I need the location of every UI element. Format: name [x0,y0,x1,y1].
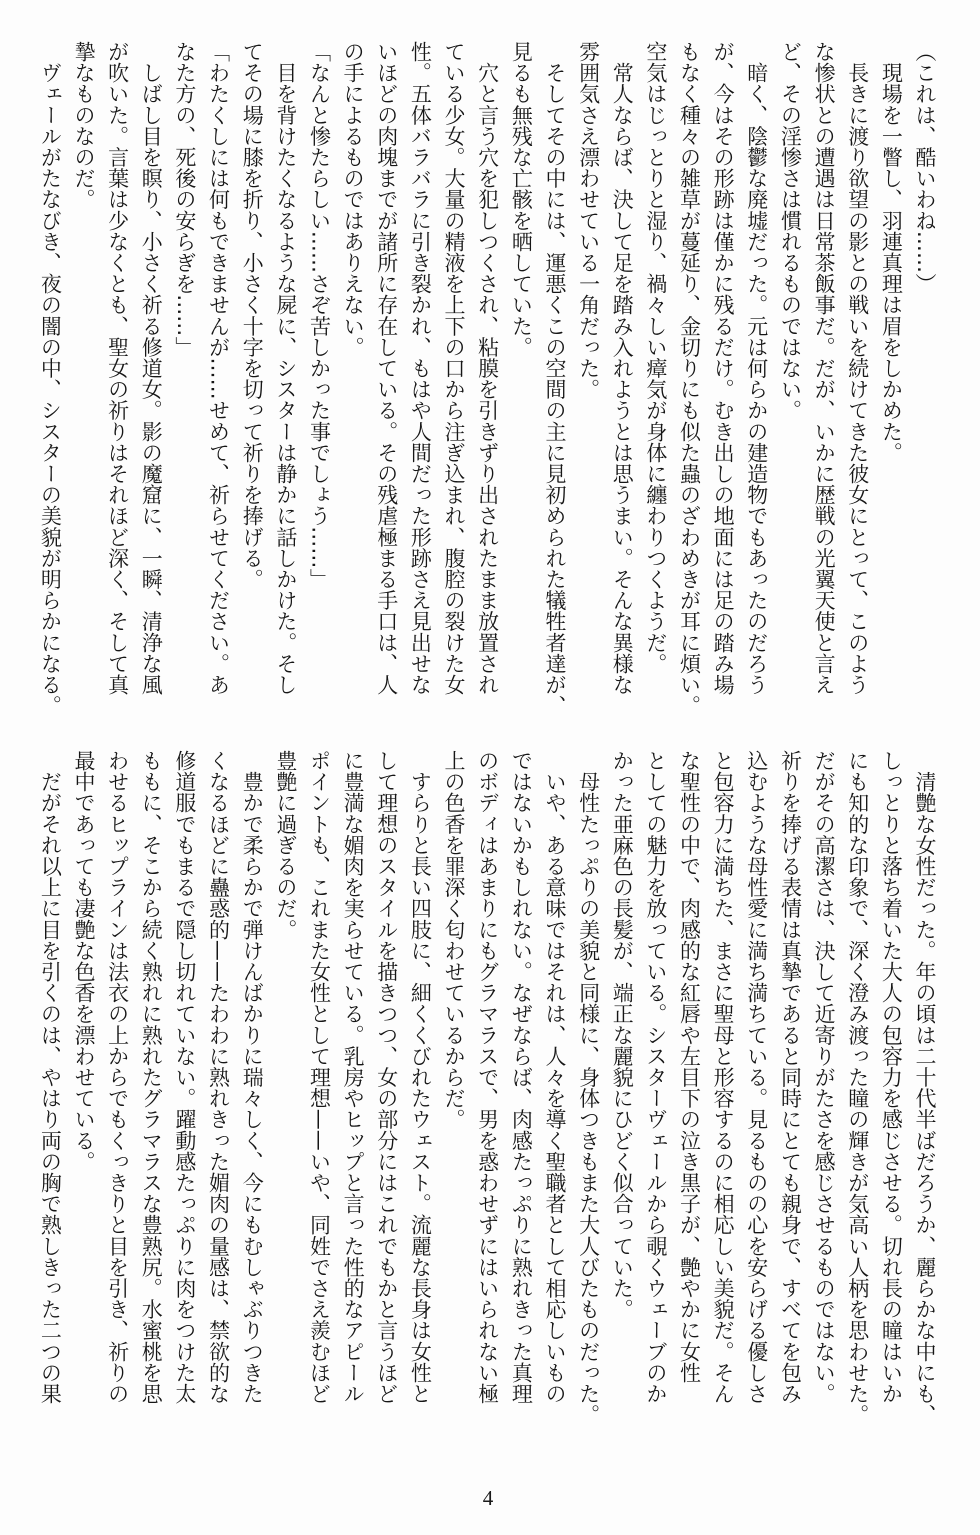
text-column: と包容力に満ちた、まさに聖母と形容するのに相応しい美貌だ。そん [711,750,736,1405]
text-column: 暗く、陰鬱な廃墟だった。元は何らかの建造物でもあったのだろう [744,41,769,696]
text-column: 清艶な女性だった。年の頃は二十代半ばだろうか、麗らかな中にも、 [913,750,937,1426]
text-column: 母性たっぷりの美貌と同様に、身体つきもまた大人びたものだった。 [576,750,601,1426]
text-column: 雰囲気さえ漂わせている一角だった。 [576,41,601,400]
text-column: のボディはあまりにもグラマラスで、男を惑わせずにはいられない極 [475,750,500,1405]
text-column: しっとりと落ち着いた大人の包容力を感じさせる。切れ長の瞳はいか [879,750,904,1405]
text-column: して理想のスタイルを描きつつ、女の部分にはこれでもかと言うほど [374,750,399,1405]
text-column: わせるヒップラインは法衣の上からでもくっきりと目を引き、祈りの [105,750,130,1405]
text-column: 常人ならば、決して足を踏み入れようとは思うまい。そんな異様な [610,41,635,696]
text-column: 祈りを捧げる表情は真摯であると同時にとても親身で、すべてを包み [778,750,803,1405]
text-column: そしてその中には、運悪くこの空間の主に見初められた犠牲者達が、 [542,41,567,717]
text-block-bottom [32,750,941,1426]
text-column: が、今はその形跡は僅かに残るだけ。むき出しの地面には足の踏み場 [711,41,736,696]
text-column: もなく種々の雑草が蔓延り、金切りにも似た蟲のざわめきが耳に煩い。 [677,41,702,717]
text-column: 込むような母性愛に満ち満ちている。見るものの心を安らげる優しさ [744,750,769,1405]
text-column: だがその高潔さは、決して近寄りがたさを感じさせるものではない。 [812,750,837,1405]
text-column: 「わたくしには何もできませんが……せめて、祈らせてください。あ [206,41,231,696]
text-column: すらりと長い四肢に、細くくびれたウェスト。流麗な長身は女性と [408,750,433,1405]
text-column: ど、その淫惨さは慣れるものではない。 [778,41,803,421]
text-column: に豊満な媚肉を実らせている。乳房やヒップと言った性的なアピール [341,750,366,1405]
text-column: ヴェールがたなびき、夜の闇の中、シスターの美貌が明らかになる。 [38,41,63,717]
text-column: 見るも無残な亡骸を晒していた。 [509,41,534,358]
text-column: しばし目を瞑り、小さく祈る修道女。影の魔窟に、一瞬、清浄な風 [139,41,164,696]
text-column: な惨状との遭遇は日常茶飯事だ。だが、いかに歴戦の光翼天使と言え [812,41,837,696]
text-column: いほどの肉塊までが諸所に存在している。その残虐極まる手口は、人 [374,41,399,696]
text-column: の手によるものではありえない。 [341,41,366,358]
text-column: いや、ある意味ではそれは、人々を導く聖職者として相応しいもの [542,750,567,1405]
text-column: くなるほどに蠱惑的——たわわに熟れきった媚肉の量感は、禁欲的な [206,750,231,1405]
text-column: としての魅力を放っている。シスターヴェールから覗くウェーブのか [643,750,668,1405]
text-column: 現場を一瞥し、羽連真理は眉をしかめた。 [879,41,904,463]
text-column: だがそれ以上に目を引くのは、やはり両の胸で熟しきった二つの果 [38,750,63,1405]
text-column: にも知的な印象で、深く澄み渡った瞳の輝きが気高い人柄を思わせた。 [845,750,870,1426]
text-column: ている少女。大量の精液を上下の口から注ぎ込まれ、腹腔の裂けた女 [442,41,467,696]
text-column: が吹いた。言葉は少なくとも、聖女の祈りはそれほど深く、そして真 [105,41,130,696]
text-column: ではないかもしれない。なぜならば、肉感たっぷりに熟れきった真理 [509,750,534,1405]
text-column: ポイントも、これまた女性として理想——いや、同姓でさえ羨むほど [307,750,332,1405]
text-column: 空気はじっとりと湿り、禍々しい瘴気が身体に纏わりつくようだ。 [643,41,668,674]
text-column: 摯なものなのだ。 [71,41,96,210]
text-column: （これは、酷いわね……） [913,41,937,295]
text-column: 長きに渡り欲望の影との戦いを続けてきた彼女にとって、このよう [845,41,870,696]
text-column: かった亜麻色の長髪が、端正な麗貌にひどく似合っていた。 [610,750,635,1320]
text-column: 性。五体バラバラに引き裂かれ、もはや人間だった形跡さえ見出せな [408,41,433,696]
text-column: 豊かで柔らかで弾けんばかりに瑞々しく、今にもむしゃぶりつきた [240,750,265,1405]
text-column: 最中であっても凄艶な色香を漂わせている。 [71,750,96,1172]
text-column: な聖性の中で、肉感的な紅唇や左目下の泣き黒子が、艶やかに女性 [677,750,702,1383]
text-column: 修道服でもまるで隠し切れていない。躍動感たっぷりに肉をつけた太 [172,750,197,1405]
text-column: 目を背けたくなるような屍に、シスターは静かに話しかけた。そし [273,41,298,696]
text-block-top [32,41,941,717]
text-column: 穴と言う穴を犯しつくされ、粘膜を引きずり出されたまま放置され [475,41,500,696]
text-column: なた方の、死後の安らぎを……」 [172,41,197,358]
text-column: 豊艶に過ぎるのだ。 [273,750,298,940]
text-column: ももに、そこから続く熟れに熟れたグラマラスな豊熟尻。水蜜桃を思 [139,750,164,1405]
text-column: 上の色香を罪深く匂わせているからだ。 [442,750,467,1130]
page-number: 4 [482,1486,494,1510]
text-column: てその場に膝を折り、小さく十字を切って祈りを捧げる。 [240,41,265,590]
text-column: 「なんと惨たらしい……さぞ苦しかった事でしょう……」 [307,41,332,590]
